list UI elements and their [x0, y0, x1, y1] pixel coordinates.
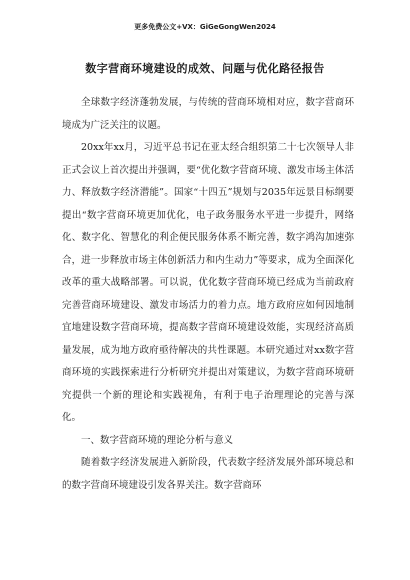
- paragraph-section-1: 随着数字经济发展进入新阶段，代表数字经济发展外部环境总和的数字营商环境建设引发各界关注。数字营商环: [62, 457, 354, 491]
- document-title: 数字营商环境建设的成效、问题与优化路径报告: [85, 62, 325, 75]
- header-note: 更多免费公文+VX：GiGeGongWen2024: [134, 23, 276, 31]
- paragraph-intro: 全球数字经济蓬勃发展，与传统的营商环境相对应，数字营商环境成为广泛关注的议题。: [62, 97, 354, 131]
- document-body: [62, 92, 354, 497]
- paragraph-background: 20xx年xx月，习近平总书记在亚太经合组织第二十七次领导人非正式会议上首次提出并强调，要“优化数字营商环境、激发市场主体活力、释放数字经济潜能”。国家“十四五”规划与2035年远景目标纲要提出“数字营商环境更加优化，电子政务服务水平进一步提升，网络化、数字化、智慧化的利企便民服务体系不断完善，数字鸿沟加速弥合，进一步释放市场主体创新活力和内生动力”等要求，成为全面深化改革的重大战略部署。可以说，优化数字营商环境已经成为当前政府完善营商环境建设、激发市场活力的着力点。地方政府应如何因地制宜地建设数字营商环境，提高数字营商环境建设效能，实现经济高质量发展，成为地方政府亟待解决的共性课题。本研究通过对xx数字营商环境的实践探索进行分析研究并提出对策建议，为数字营商环境研究提供一个新的理论和实践视角，有利于电子治理理论的完善与深化。: [62, 142, 354, 423]
- section-heading: 一、数字营商环境的理论分析与意义: [81, 434, 234, 446]
